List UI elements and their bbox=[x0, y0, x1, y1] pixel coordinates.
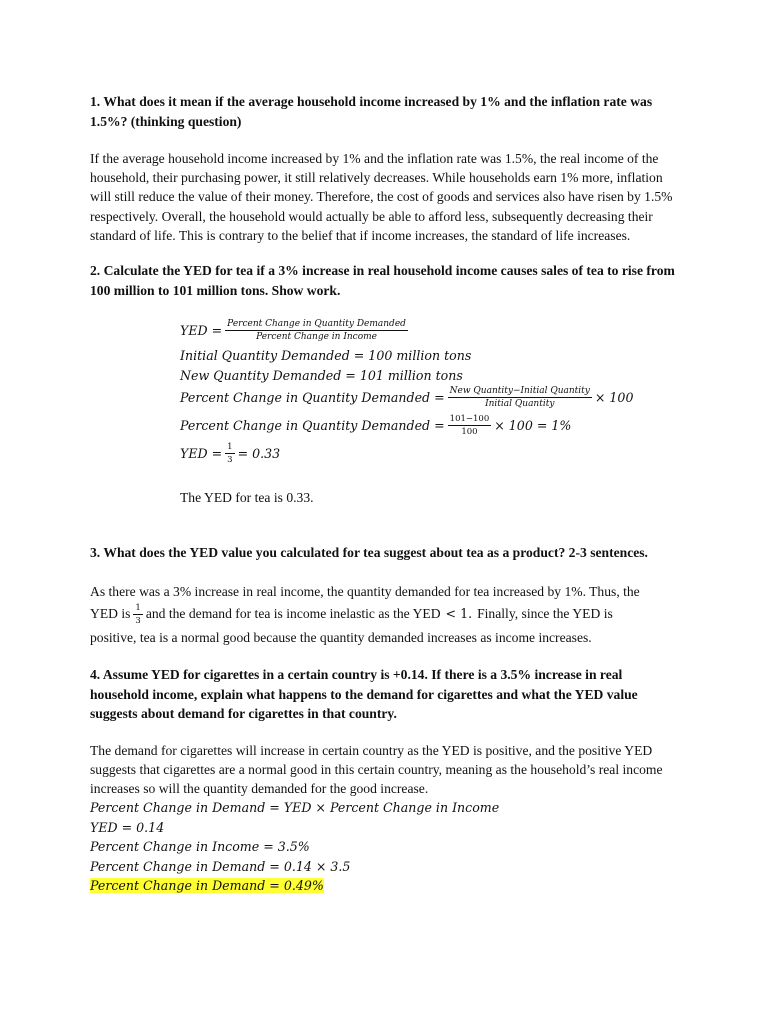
fraction-numerator: 1 bbox=[135, 602, 141, 613]
finally-text: Finally, since the YED is bbox=[477, 606, 613, 622]
equation-lhs: YED = bbox=[180, 322, 223, 338]
fraction bbox=[225, 442, 234, 465]
fraction bbox=[448, 414, 492, 437]
fraction-denominator: Initial Quantity bbox=[485, 398, 555, 409]
equation-demand-formula: Percent Change in Demand = YED × Percent Change in Income bbox=[90, 799, 500, 815]
fraction-numerator: Percent Change in Quantity Demanded bbox=[227, 318, 406, 329]
question-1-heading: 1. What does it mean if the average household income increased by 1% and the inflation rate was 1.5%? (thinking question) bbox=[90, 94, 653, 129]
fraction bbox=[448, 386, 592, 409]
fraction-denominator: 3 bbox=[227, 454, 233, 465]
equation-income-change: Percent Change in Income = 3.5% bbox=[90, 838, 310, 854]
equation-yed-result bbox=[180, 443, 280, 463]
question-4-answer: The demand for cigarettes will increase in certain country as the YED is positive, and the positive YED suggests that cigarettes are a normal good in this certain country, meaning as the household’s real income increases so will the quantity demanded for the good increase. bbox=[90, 743, 663, 797]
question-1-answer: If the average household income increased by 1% and the inflation rate was 1.5%, the real income of the household, their purchasing power, it still relatively decreases. While households earn 1% more, inflation will still reduce the value of their money. Therefore, the cost of goods and services also have risen by 1.5% respectively. Overall, the household would actually be able to afford less, subsequently decreasing their standard of life. This is contrary to the belief that if income increases, the standard of life increases. bbox=[90, 151, 673, 243]
fraction-denominator: Percent Change in Income bbox=[256, 331, 377, 342]
equation-lhs: Percent Change in Quantity Demanded = bbox=[180, 417, 445, 433]
equation-yed-definition bbox=[180, 320, 411, 340]
fraction-denominator: 100 bbox=[461, 426, 478, 437]
equation-percent-change-result bbox=[180, 415, 571, 435]
yed-is-label: YED is bbox=[90, 606, 131, 622]
equation-rhs: = 0.33 bbox=[237, 445, 281, 461]
fraction-numerator: 101−100 bbox=[449, 413, 490, 424]
equation-percent-change-formula bbox=[180, 387, 633, 407]
equation-new-quantity: New Quantity Demanded = 101 million tons bbox=[180, 367, 463, 383]
question-3-line-1: As there was a 3% increase in real income, the quantity demanded for tea increased by 1%. Thus, the bbox=[90, 584, 640, 599]
fraction-numerator: New Quantity−Initial Quantity bbox=[449, 385, 590, 396]
question-4-heading: 4. Assume YED for cigarettes in a certain country is +0.14. If there is a 3.5% increase in real household income, explain what happens to the demand for cigarettes and what the YED value suggests about demand for cigarettes in that country. bbox=[90, 667, 638, 721]
inelastic-text: and the demand for tea is income inelastic as the YED bbox=[145, 606, 441, 622]
equation-initial-quantity: Initial Quantity Demanded = 100 million tons bbox=[180, 347, 472, 363]
inequality-text: < 1. bbox=[445, 606, 473, 622]
equation-yed-value: YED = 0.14 bbox=[90, 819, 165, 835]
highlighted-result: Percent Change in Demand = 0.49% bbox=[90, 877, 324, 893]
fraction-denominator: 3 bbox=[135, 615, 141, 626]
equation-lhs: Percent Change in Quantity Demanded = bbox=[180, 389, 445, 405]
fraction-one-third bbox=[133, 603, 142, 626]
equation-rhs: × 100 bbox=[594, 389, 634, 405]
equation-demand-result bbox=[90, 875, 324, 895]
question-2-conclusion: The YED for tea is 0.33. bbox=[180, 490, 314, 505]
equation-lhs: YED = bbox=[180, 445, 223, 461]
fraction bbox=[225, 319, 408, 342]
question-3-line-3: positive, tea is a normal good because the quantity demanded increases as income increases. bbox=[90, 630, 592, 645]
question-3-heading: 3. What does the YED value you calculated for tea suggest about tea as a product? 2-3 sentences. bbox=[90, 545, 648, 560]
question-2-heading: 2. Calculate the YED for tea if a 3% increase in real household income causes sales of tea to rise from 100 million to 101 million tons. Show work. bbox=[90, 263, 675, 298]
question-3-line-2 bbox=[90, 603, 680, 625]
equation-rhs: × 100 = 1% bbox=[494, 417, 572, 433]
equation-demand-calculation: Percent Change in Demand = 0.14 × 3.5 bbox=[90, 858, 351, 874]
fraction-numerator: 1 bbox=[227, 441, 233, 452]
